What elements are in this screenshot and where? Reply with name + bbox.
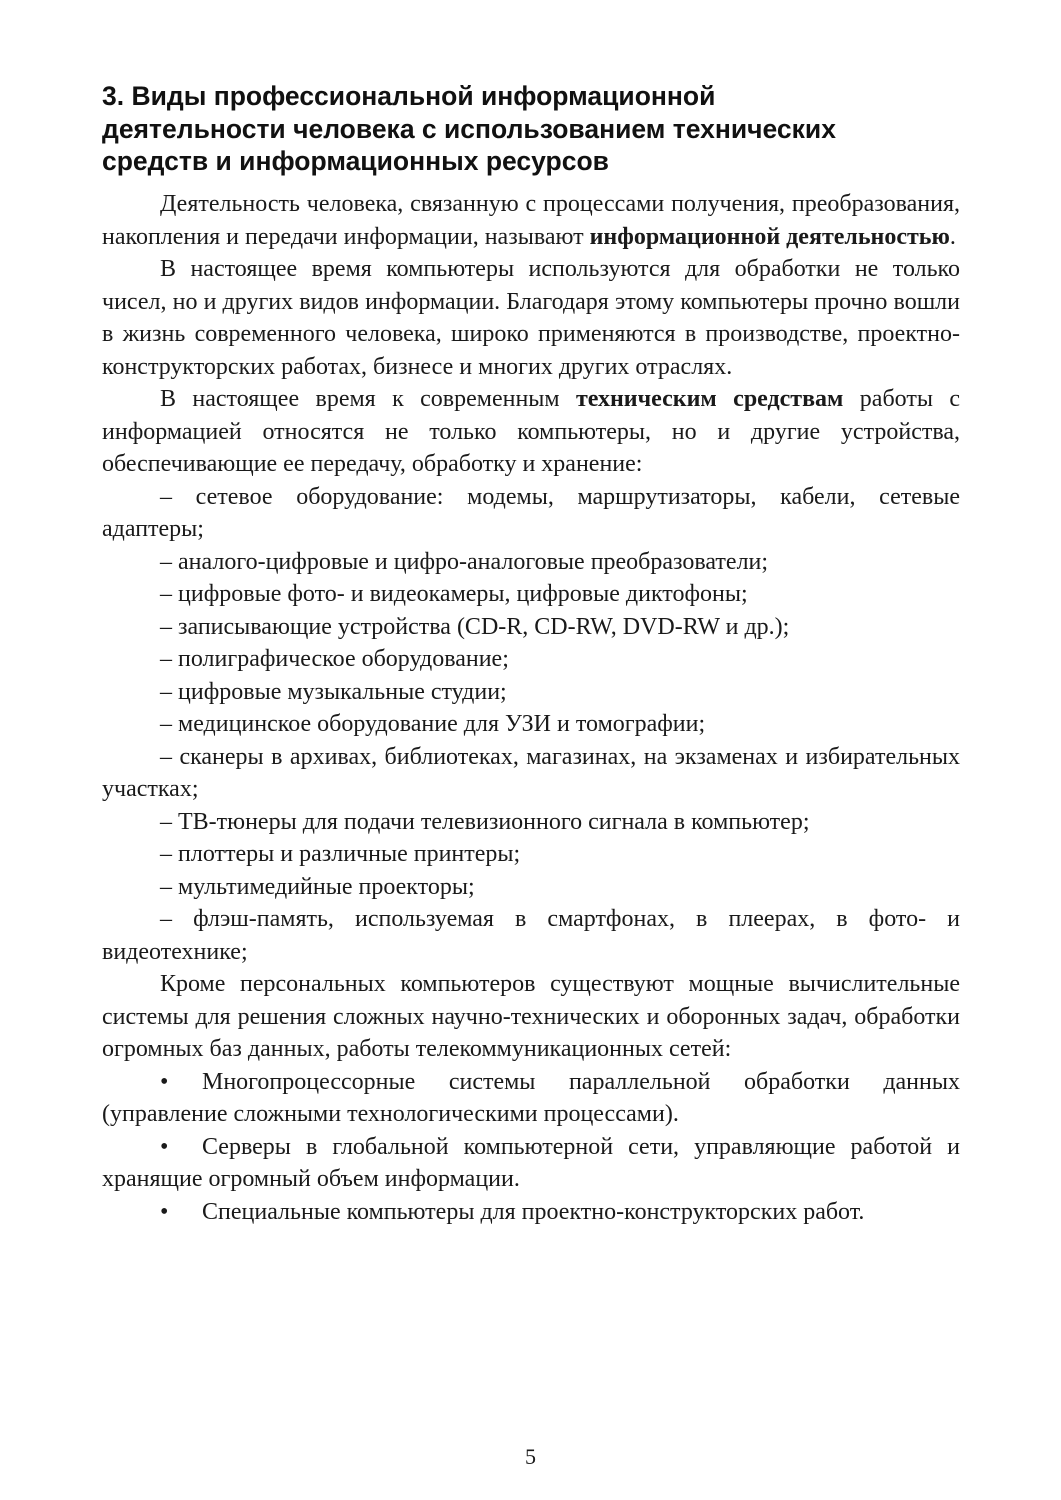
bullet-item: • Специальные компьютеры для проектно-конструкторских работ. xyxy=(102,1196,960,1229)
title-line: 3. Виды профессиональной информационной xyxy=(102,81,716,111)
intro-paragraph: Деятельность человека, связанную с процессами получения, преобразования, накопления и передачи информации, называют информационной деятельностью. xyxy=(102,191,960,250)
term-technical-means: техническим средствам xyxy=(576,386,844,412)
title-line: средств и информационных ресурсов xyxy=(102,146,609,176)
list-item: – медицинское оборудование для УЗИ и томографии; xyxy=(160,711,706,737)
list-item: – цифровые музыкальные студии; xyxy=(160,678,507,705)
title-line: деятельности человека с использованием технических xyxy=(102,113,836,144)
bullet-item: • Серверы в глобальной компьютерной сети, управляющие работой и хранящие огромный объем информации. xyxy=(102,1131,960,1196)
page-number: 5 xyxy=(525,1444,536,1469)
list-item: – записывающие устройства (CD-R, CD-RW, DVD-RW и др.); xyxy=(160,613,790,640)
systems-paragraph: Кроме персональных компьютеров существуют мощные вычислительные системы для решения сложных научно-технических и оборонных задач, обработки огромных баз данных, работы телекоммуникационных сетей: xyxy=(102,971,960,1062)
list-item: – сетевое оборудование: модемы, маршрутизаторы, кабели, сетевые адаптеры; xyxy=(102,483,960,542)
bullet-item: • Многопроцессорные системы параллельной обработки данных (управление сложными технологическими процессами). xyxy=(102,1066,960,1131)
list-item: – сканеры в архивах, библиотеках, магазинах, на экзаменах и избирательных участках; xyxy=(102,743,960,802)
section-title xyxy=(102,80,962,178)
list-item: – ТВ-тюнеры для подачи телевизионного сигнала в компьютер; xyxy=(160,808,810,835)
bullet-icon: • xyxy=(160,1133,169,1160)
bullet-icon: • xyxy=(160,1068,169,1095)
list-item: – мультимедийные проекторы; xyxy=(160,873,475,900)
document-body xyxy=(102,188,960,1228)
computers-paragraph: В настоящее время компьютеры используются для обработки не только чисел, но и других видов информации. Благодаря этому компьютеры прочно вошли в жизнь современного человека, широко применяются в производстве, проектно-конструкторских работах, бизнесе и многих других отраслях. xyxy=(102,256,960,380)
list-item: – аналого-цифровые и цифро-аналоговые преобразователи; xyxy=(160,548,769,575)
tech-paragraph: В настоящее время к современным техническим средствам работы с информацией относятся не только компьютеры, но и другие устройства, обеспечивающие ее передачу, обработку и хранение: xyxy=(102,386,960,477)
bullet-icon: • xyxy=(160,1198,169,1225)
list-item: – флэш-память, используемая в смартфонах, в плеерах, в фото- и видеотехнике; xyxy=(102,906,960,965)
list-item: – полиграфическое оборудование; xyxy=(160,646,509,672)
list-item: – плоттеры и различные принтеры; xyxy=(160,841,521,867)
list-item: – цифровые фото- и видеокамеры, цифровые диктофоны; xyxy=(160,581,748,607)
term-information-activity: информационной деятельностью xyxy=(589,223,950,250)
